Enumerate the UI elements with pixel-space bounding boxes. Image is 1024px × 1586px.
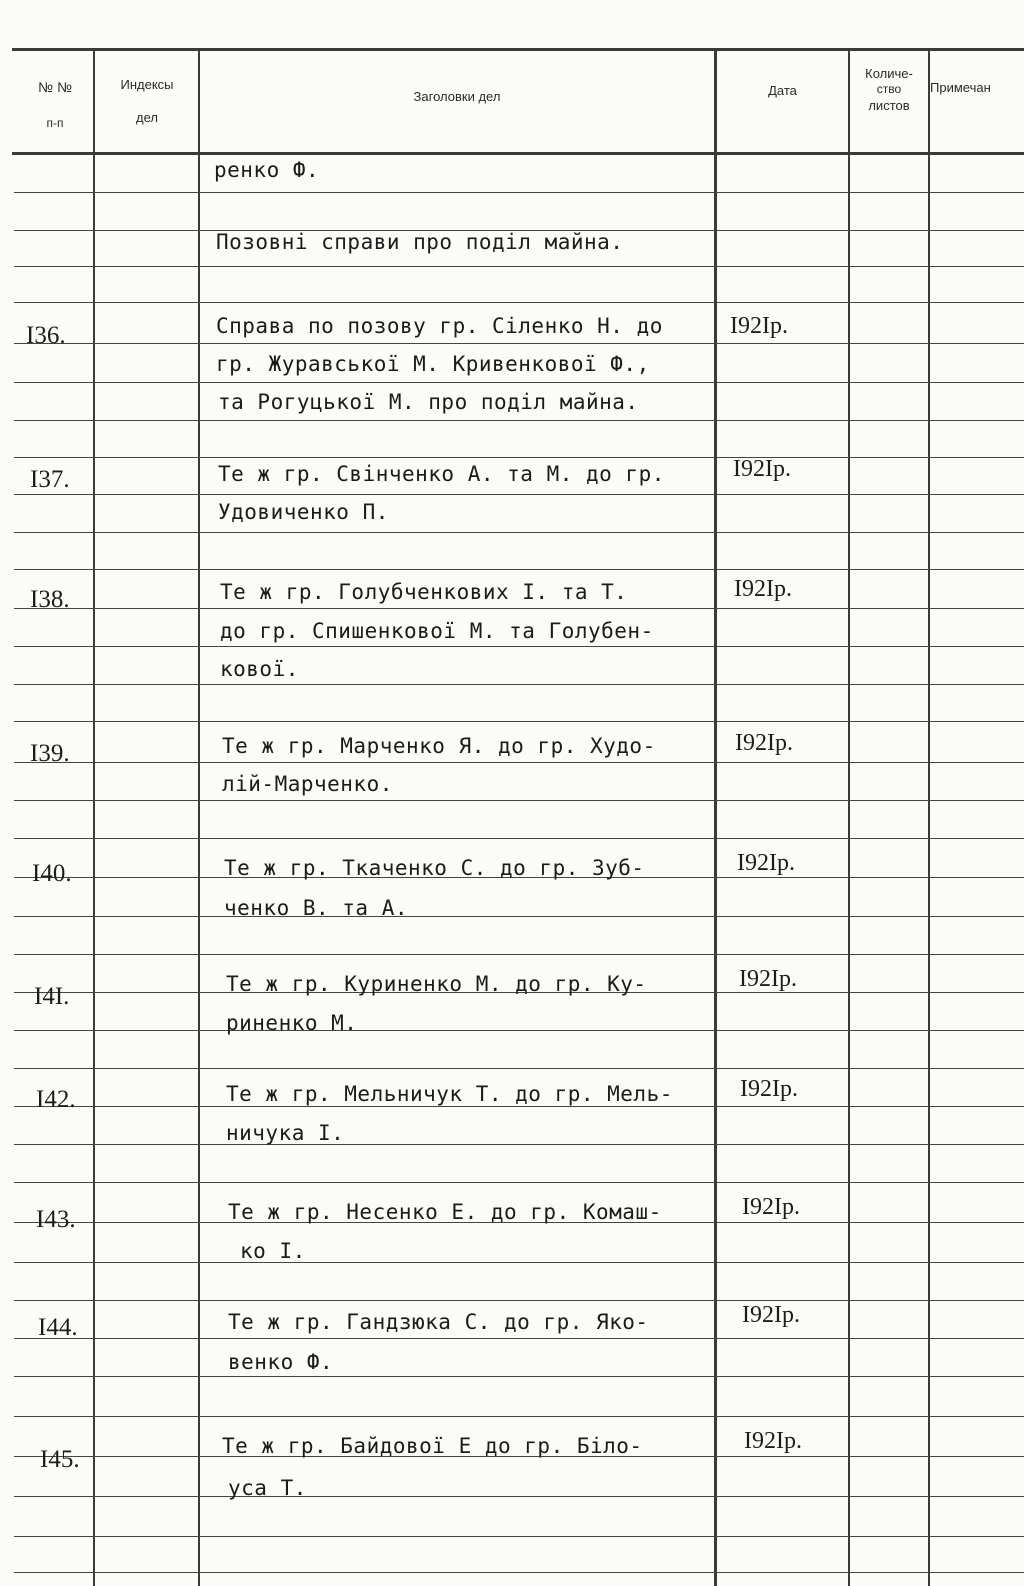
ruled-line (14, 1572, 1024, 1573)
entry-date: I92Iр. (742, 1302, 800, 1328)
ruled-line (14, 838, 1024, 839)
entry-number: I45. (40, 1446, 80, 1473)
header-index-line2: дел (136, 110, 158, 125)
entry-title-line: кової. (220, 657, 299, 681)
ruled-line (14, 1376, 1024, 1377)
ruled-line (14, 569, 1024, 570)
entry-title-line: гр. Журавської М. Кривенкової Ф., (216, 352, 650, 376)
entry-title-line: уса Т. (228, 1476, 307, 1500)
ruled-line (14, 532, 1024, 533)
header-number-line2: п-п (46, 116, 64, 130)
entry-date: I92Iр. (730, 313, 788, 339)
header-titles: Заголовки дел (413, 89, 501, 104)
ruled-line (14, 1144, 1024, 1145)
header-count-line1: Количе- (865, 66, 913, 81)
header-count-line3: листов (868, 98, 910, 113)
entry-number: I36. (26, 322, 66, 349)
entry-date: I92Iр. (742, 1194, 800, 1220)
entry-title-line: ничука І. (226, 1121, 345, 1145)
entry-date: I92Iр. (744, 1428, 802, 1454)
column-border-index (198, 48, 200, 1586)
entry-number: I44. (38, 1314, 78, 1341)
entry-date: I92Iр. (733, 456, 791, 482)
column-border-titles (714, 48, 717, 1586)
entry-title-line: Те ж гр. Мельничук Т. до гр. Мель- (226, 1082, 673, 1106)
header-bottom-border (12, 152, 1024, 155)
ruled-line (14, 954, 1024, 955)
entry-date: I92Iр. (740, 1076, 798, 1102)
ruled-line (14, 646, 1024, 647)
entry-number: I42. (36, 1086, 76, 1113)
ruled-line (14, 1106, 1024, 1107)
entry-date: I92Iр. (737, 850, 795, 876)
column-border-count (928, 48, 930, 1586)
entry-number: I39. (30, 740, 70, 767)
ruled-line (14, 721, 1024, 722)
entry-title-line: Те ж гр. Куриненко М. до гр. Ку- (226, 972, 647, 996)
entry-date: I92Iр. (735, 730, 793, 756)
ruled-line (14, 762, 1024, 763)
entry-number: I38. (30, 586, 70, 613)
ruled-line (14, 302, 1024, 303)
ruled-line (14, 343, 1024, 344)
entry-title-line: ченко В. та А. (224, 896, 409, 920)
ruled-line (14, 916, 1024, 917)
entry-title-line: Те ж гр. Гандзюка С. до гр. Яко- (228, 1310, 649, 1334)
entry-title-line: Удовиченко П. (218, 500, 389, 524)
entry-title-line: риненко М. (226, 1011, 358, 1035)
ruled-line (14, 266, 1024, 267)
ruled-line (14, 1496, 1024, 1497)
entry-title-line: Справа по позову гр. Сіленко Н. до (216, 314, 663, 338)
ruled-line (14, 494, 1024, 495)
table-top-border (12, 48, 1024, 51)
header-notes: Примечан (930, 80, 991, 95)
ruled-line (14, 800, 1024, 801)
entry-title-line: ренко Ф. (214, 158, 320, 182)
ruled-line (14, 1262, 1024, 1263)
ruled-line (14, 608, 1024, 609)
ruled-line (14, 1030, 1024, 1031)
entry-number: I37. (30, 466, 70, 493)
header-count-line2: ство (876, 82, 902, 96)
entry-title-line: Те ж гр. Марченко Я. до гр. Худо- (222, 734, 656, 758)
ruled-line (14, 1536, 1024, 1537)
ruled-line (14, 457, 1024, 458)
section-heading: Позовні справи про поділ майна. (216, 230, 624, 254)
entry-title-line: до гр. Спишенкової М. та Голубен- (220, 619, 654, 643)
entry-title-line: Те ж гр. Ткаченко С. до гр. Зуб- (224, 856, 645, 880)
entry-number: I4I. (34, 983, 70, 1010)
entry-title-line: лій-Марченко. (222, 772, 393, 796)
ruled-line (14, 684, 1024, 685)
ruled-line (14, 192, 1024, 193)
entry-title-line: ко І. (240, 1239, 306, 1263)
entry-title-line: Те ж гр. Байдової Е до гр. Біло- (222, 1434, 643, 1458)
ruled-line (14, 1416, 1024, 1417)
entry-title-line: Те ж гр. Свінченко А. та М. до гр. (218, 462, 665, 486)
ruled-line (14, 1300, 1024, 1301)
ruled-line (14, 1182, 1024, 1183)
entry-title-line: венко Ф. (228, 1350, 334, 1374)
entry-title-line: та Рогуцької М. про поділ майна. (218, 390, 639, 414)
ruled-line (14, 382, 1024, 383)
ruled-line (14, 1068, 1024, 1069)
column-border-date (848, 48, 850, 1586)
header-date: Дата (768, 83, 797, 98)
column-border-number (93, 48, 95, 1586)
entry-title-line: Те ж гр. Несенко Е. до гр. Комаш- (228, 1200, 662, 1224)
entry-number: I40. (32, 860, 72, 887)
ruled-line (14, 1338, 1024, 1339)
entry-date: I92Iр. (734, 576, 792, 602)
entry-title-line: Те ж гр. Голубченкових І. та Т. (220, 580, 628, 604)
ruled-line (14, 420, 1024, 421)
header-number-line1: № № (38, 79, 72, 95)
entry-date: I92Iр. (739, 966, 797, 992)
entry-number: I43. (36, 1206, 76, 1233)
header-index-line1: Индексы (120, 77, 174, 92)
